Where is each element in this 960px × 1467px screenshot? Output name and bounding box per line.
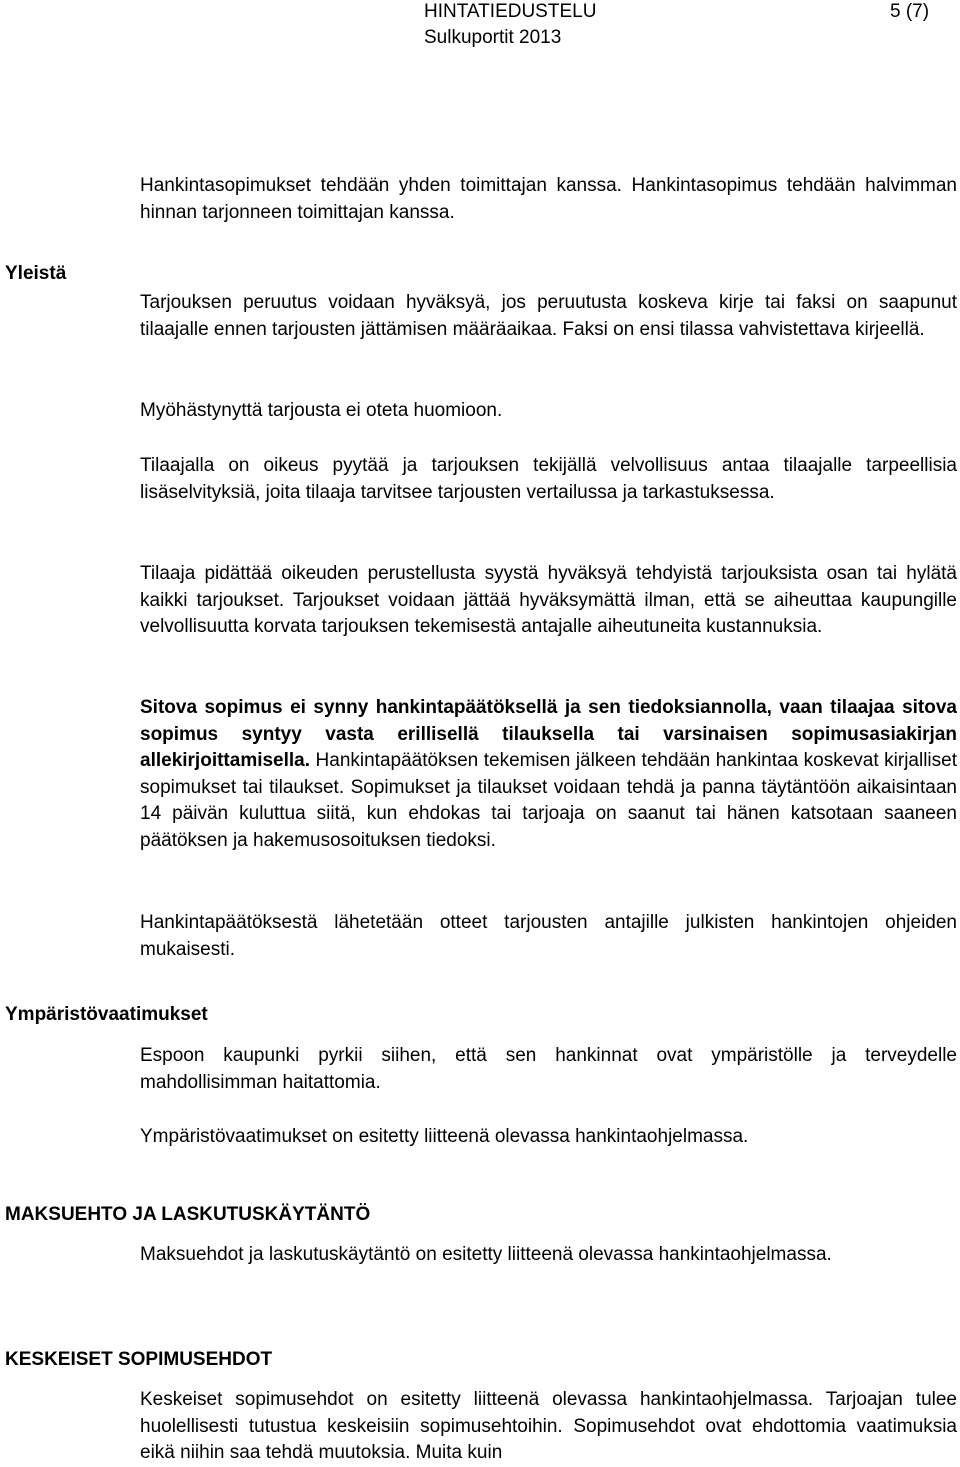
paragraph-ymparistovaatimukset-liite: Ympäristövaatimukset on esitetty liitteenä olevassa hankintaohjelmassa. xyxy=(140,1126,749,1147)
page-number: 5 (7) xyxy=(890,1,930,22)
paragraph-lisaselvitykset: Tilaajalla on oikeus pyytää ja tarjouksen tekijällä velvollisuus antaa tilaajalle tarpeellisia lisäselvityksiä, joita tilaaja tarvitsee tarjousten vertailussa ja tarkastuksessa. xyxy=(140,455,957,503)
paragraph-hankintapaatos-otteet: Hankintapäätöksestä lähetetään otteet tarjousten antajille julkisten hankintojen ohjeiden mukaisesti. xyxy=(140,912,957,960)
section-label-ymparistovaatimukset: Ympäristövaatimukset xyxy=(5,1004,208,1025)
paragraph-tarjouksen-peruutus: Tarjouksen peruutus voidaan hyväksyä, jos peruutusta koskeva kirje tai faksi on saapunut tilaajalle ennen tarjousten jättämisen määräaikaa. Faksi on ensi tilassa vahvistettava kirjeellä. xyxy=(140,292,957,340)
sitova-sopimus-bold-text: Sitova sopimus ei synny hankintapäätöksellä ja sen tiedoksiannolla, vaan tilaajaa sitova sopimus syntyy vasta erillisellä tilauksella tai varsinaisen sopimusasiakirjan allekirjoittamisella. xyxy=(140,697,957,772)
section-label-yleista: Yleistä xyxy=(5,263,67,284)
paragraph-sitova-sopimus xyxy=(140,695,957,855)
document-subtitle: Sulkuportit 2013 xyxy=(424,27,562,48)
paragraph-myohastynyt: Myöhästynyttä tarjousta ei oteta huomioon. xyxy=(140,400,503,421)
paragraph-espoon-kaupunki: Espoon kaupunki pyrkii siihen, että sen hankinnat ovat ympäristölle ja terveydelle mahdollisimman haitattomia. xyxy=(140,1045,957,1093)
heading-maksuehto: MAKSUEHTO JA LASKUTUSKÄYTÄNTÖ xyxy=(5,1204,371,1225)
paragraph-tilaaja-pidattaa: Tilaaja pidättää oikeuden perustellusta syystä hyväksyä tehdyistä tarjouksista osan tai hylätä kaikki tarjoukset. Tarjoukset voidaan jättää hyväksymättä ilman, että se aiheuttaa kaupungille velvollisuutta korvata tarjouksen tekemisestä antajalle aiheutuneita kustannuksia. xyxy=(140,563,957,638)
sitova-sopimus-text: Hankintapäätöksen tekemisen jälkeen tehdään hankintaa koskevat kirjalliset sopimukset tai tilaukset. Sopimukset ja tilaukset voidaan tehdä ja panna täytäntöön aikaisintaan 14 päivän kuluttua siitä, kun ehdokas tai tarjoaja on saanut tai hänen katsotaan saaneen päätöksen ja hakemusosoituksen tiedoksi. xyxy=(140,750,957,851)
heading-keskeiset-sopimusehdot: KESKEISET SOPIMUSEHDOT xyxy=(5,1349,273,1370)
document-title: HINTATIEDUSTELU xyxy=(424,1,597,22)
paragraph-keskeiset-sopimusehdot: Keskeiset sopimusehdot on esitetty liitteenä olevassa hankintaohjelmassa. Tarjoajan tulee huolellisesti tutustua keskeisiin sopimusehtoihin. Sopimusehdot ovat ehdottomia vaatimuksia eikä niihin saa tehdä muutoksia. Muita kuin xyxy=(140,1389,957,1464)
intro-paragraph: Hankintasopimukset tehdään yhden toimittajan kanssa. Hankintasopimus tehdään halvimman hinnan tarjonneen toimittajan kanssa. xyxy=(140,175,957,223)
paragraph-maksuehdot: Maksuehdot ja laskutuskäytäntö on esitetty liitteenä olevassa hankintaohjelmassa. xyxy=(140,1244,832,1265)
